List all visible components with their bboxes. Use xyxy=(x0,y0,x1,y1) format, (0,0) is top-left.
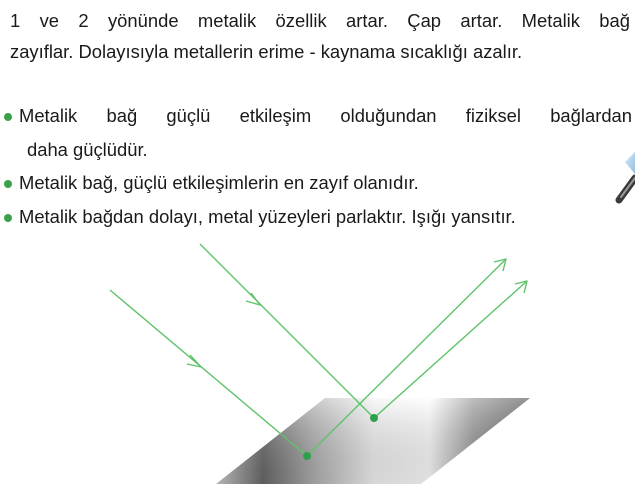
statement-1-line-2: daha güçlüdür. xyxy=(27,138,148,160)
incident-arrow-2 xyxy=(246,293,260,305)
incident-ray-2 xyxy=(200,244,374,418)
metal-surface xyxy=(216,398,530,484)
statement-1-line-1: Metalik bağ güçlü etkileşim olduğundan fiziksel bağlardan xyxy=(19,105,632,126)
intro-line-1: 1 ve 2 yönünde metalik özellik artar. Çap artar. Metalik bağ xyxy=(10,10,630,31)
statement-3-text: Metalik bağdan dolayı, metal yüzeyleri parlaktır. Işığı yansıtır. xyxy=(19,205,516,227)
reflection-point-1 xyxy=(303,452,311,460)
statement-2-text: Metalik bağ, güçlü etkileşimlerin en zayıf olanıdır. xyxy=(19,172,419,193)
ray-arrows xyxy=(187,259,527,367)
reflection-point-2 xyxy=(370,414,378,422)
incident-ray-1 xyxy=(110,290,307,456)
intro-line-2: zayıflar. Dolayısıyla metallerin erime - kaynama sıcaklığı azalır. xyxy=(10,41,523,62)
reflected-ray-2 xyxy=(374,281,527,418)
